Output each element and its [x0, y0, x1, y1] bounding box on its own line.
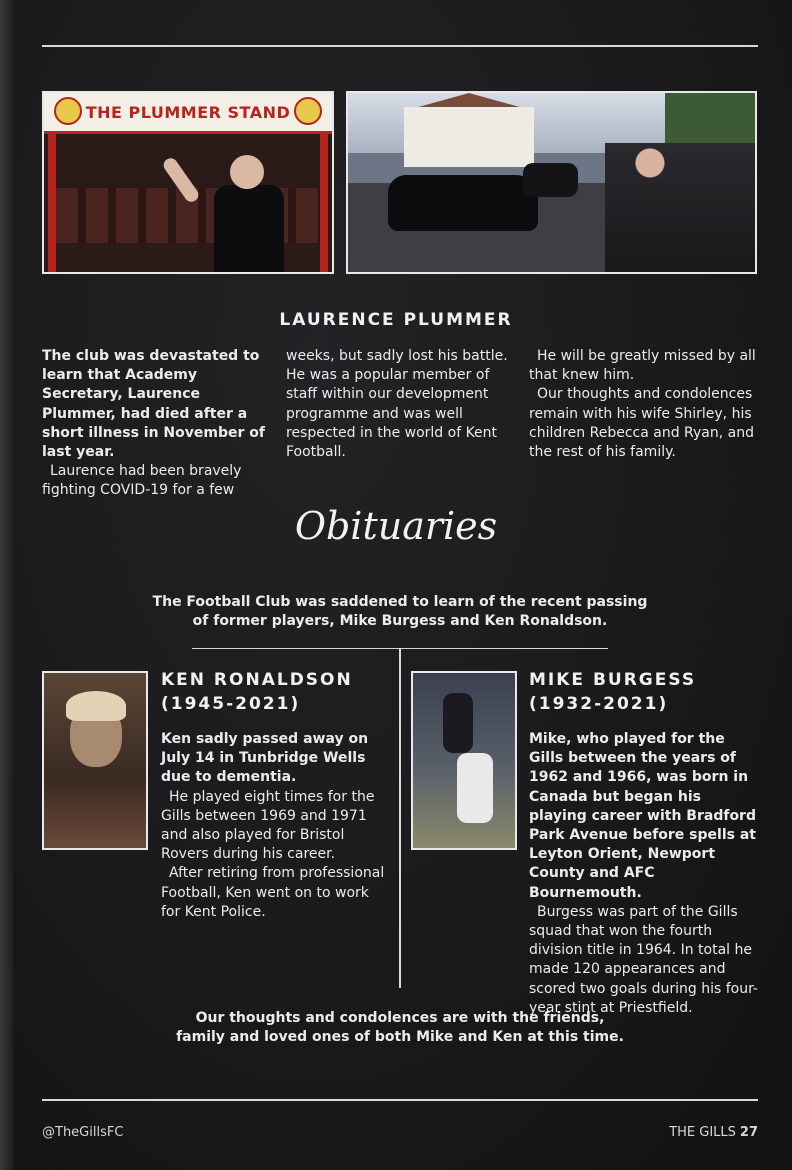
- footer-handle: @TheGillsFC: [42, 1125, 124, 1140]
- ken-text: [161, 730, 391, 922]
- plummer-stand-banner: [44, 93, 332, 134]
- ken-lead: Ken sadly passed away on July 14 in Tunbridge Wells due to dementia.: [161, 731, 369, 786]
- club-crest-icon: [54, 97, 82, 125]
- mike-lead: Mike, who played for the Gills between the years of 1962 and 1966, was born in Canada but began his playing career with Bradford Park Avenue before spells at Leyton Orient, Newport County and AFC Bournemouth.: [529, 731, 756, 901]
- applauding-crowd: [605, 143, 755, 274]
- laurence-col3-p1: He will be greatly missed by all that knew him.: [529, 348, 756, 384]
- ken-p2: He played eight times for the Gills between 1969 and 1971 and also played for Bristol Rovers during his career.: [161, 788, 375, 863]
- column-divider: [399, 648, 401, 988]
- page-edge-shadow: [0, 0, 14, 1170]
- footer-page-label: [669, 1125, 758, 1140]
- portrait-hair: [66, 691, 126, 721]
- following-car: [523, 163, 578, 197]
- player-white-kit: [457, 753, 493, 823]
- mike-years: (1932-2021): [529, 694, 669, 714]
- laurence-lead: The club was devastated to learn that Academy Secretary, Laurence Plummer, had died after a short illness in November of last year.: [42, 348, 265, 461]
- plummer-stand-photo: [42, 91, 334, 274]
- ken-ronaldson-photo: [42, 671, 148, 850]
- laurence-col1-text: Laurence had been bravely fighting COVID-19 for a few: [42, 463, 242, 499]
- page-number: 27: [739, 1125, 758, 1140]
- top-rule: [42, 45, 758, 47]
- ken-heading: [161, 668, 353, 716]
- outro-line-2: family and loved ones of both Mike and Ken at this time.: [176, 1029, 624, 1045]
- intro-line-2: of former players, Mike Burgess and Ken Ronaldson.: [192, 613, 608, 629]
- outro-line-1: Our thoughts and condolences are with the friends,: [195, 1010, 605, 1026]
- player-dark-kit: [443, 693, 473, 753]
- obituaries-intro: [140, 593, 660, 631]
- laurence-col2-text: weeks, but sadly lost his battle. He was a popular member of staff within our development programme and was well respected in the world of Kent Football.: [286, 348, 508, 461]
- hearse-car: [388, 175, 538, 231]
- stand-post-right: [320, 131, 328, 274]
- bottom-rule: [42, 1099, 758, 1101]
- obituaries-title: Obituaries: [294, 504, 498, 548]
- laurence-column-2: [286, 347, 514, 462]
- ken-years: (1945-2021): [161, 694, 301, 714]
- funeral-procession-photo: [346, 91, 757, 274]
- stand-post-left: [48, 131, 56, 274]
- house: [404, 107, 534, 167]
- mike-text: [529, 730, 761, 1018]
- club-crest-icon: [294, 97, 322, 125]
- mike-name: MIKE BURGESS: [529, 670, 697, 690]
- mike-burgess-photo: [411, 671, 517, 850]
- intro-line-1: The Football Club was saddened to learn of the recent passing: [152, 594, 648, 610]
- footer-magazine-name: THE GILLS: [669, 1125, 736, 1140]
- man-waving-figure: [194, 155, 304, 274]
- ken-name: KEN RONALDSON: [161, 670, 353, 690]
- figure-body: [214, 185, 284, 274]
- figure-head: [230, 155, 264, 189]
- obituaries-outro: [120, 1009, 680, 1047]
- mike-p2: Burgess was part of the Gills squad that won the fourth division title in 1964. In total he made 120 appearances and scored two goals during his four-year stint at Priestfield.: [529, 903, 758, 1016]
- ken-p3: After retiring from professional Football, Ken went on to work for Kent Police.: [161, 865, 385, 920]
- laurence-heading: LAURENCE PLUMMER: [279, 310, 513, 330]
- stand-banner-text: THE PLUMMER STAND: [85, 102, 291, 122]
- laurence-column-1: [42, 347, 274, 501]
- mike-heading: [529, 668, 696, 716]
- laurence-column-3: [529, 347, 759, 462]
- laurence-col3-p2: Our thoughts and condolences remain with his wife Shirley, his children Rebecca and Ryan, and the rest of his family.: [529, 386, 754, 461]
